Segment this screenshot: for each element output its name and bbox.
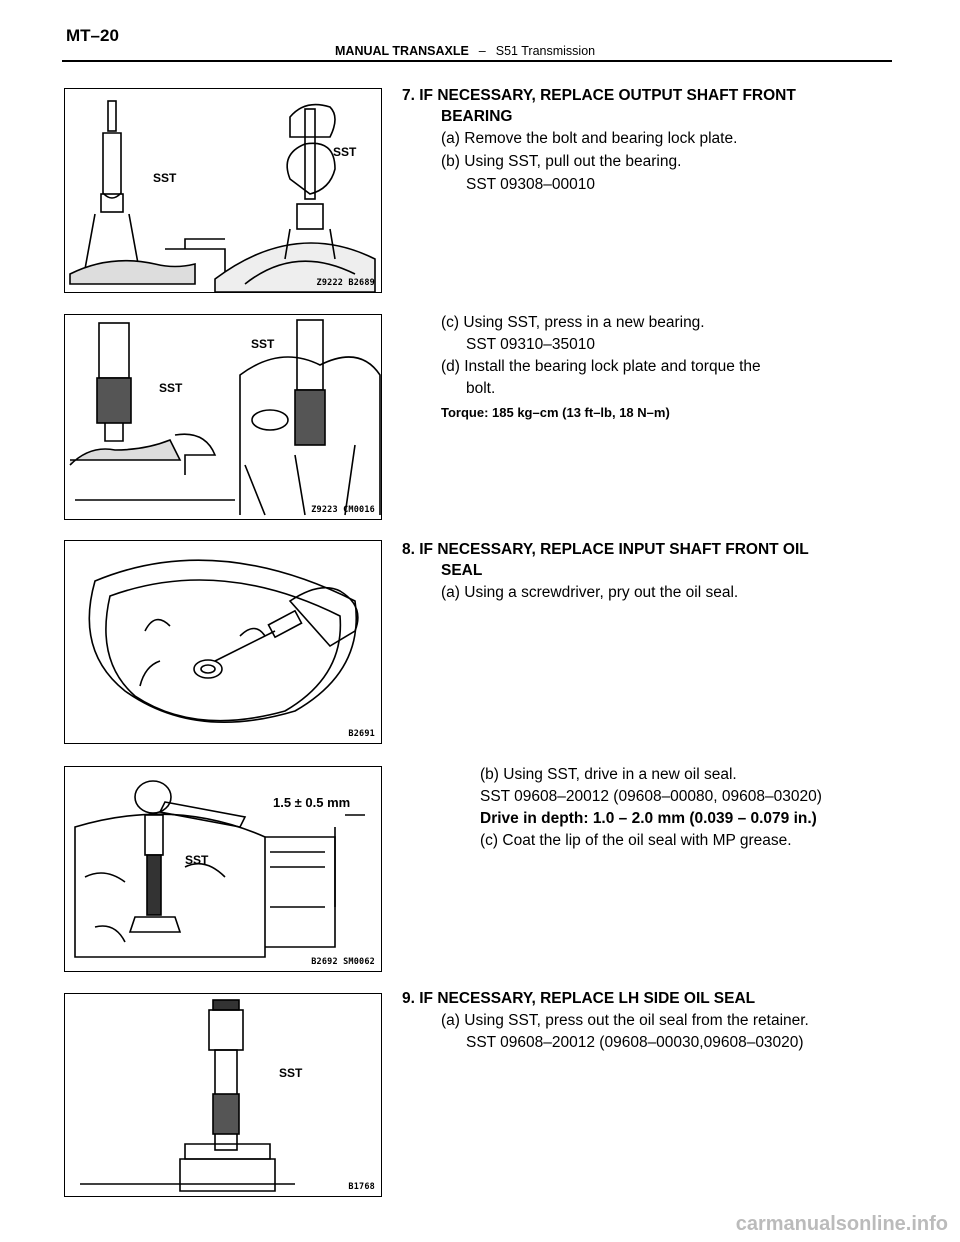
figure-bearing-press [64, 314, 382, 520]
figure-bearing-puller-label-1: SST [153, 171, 177, 185]
figure-seal-driver [64, 766, 382, 972]
figure-bearing-press-label-1: SST [159, 381, 183, 395]
step8-title-line2: SEAL [441, 562, 483, 579]
step7d-text-line2: bolt. [466, 380, 496, 397]
figure-bearing-puller-code: Z9222 B2689 [316, 278, 375, 288]
figure-screwdriver-seal-code: B2691 [348, 729, 375, 739]
figure-seal-driver-label-1: 1.5 ± 0.5 mm [273, 795, 351, 810]
watermark: carmanualsonline.info [735, 1213, 948, 1235]
step8-drive-depth: Drive in depth: 1.0 – 2.0 mm (0.039 – 0.079 in.) [480, 810, 817, 827]
step7c-text: (c) Using SST, press in a new bearing. [441, 314, 705, 331]
step8b-sst: SST 09608–20012 (09608–00080, 09608–03020) [480, 788, 822, 805]
step7b-sst: SST 09308–00010 [466, 176, 595, 193]
step9a-text: (a) Using SST, press out the oil seal from the retainer. [441, 1012, 809, 1029]
step8-title-line1: 8. IF NECESSARY, REPLACE INPUT SHAFT FRONT OIL [402, 541, 809, 558]
step7-title-line1: 7. IF NECESSARY, REPLACE OUTPUT SHAFT FRONT [402, 87, 796, 104]
page-header [335, 44, 595, 58]
figure-screwdriver-seal [64, 540, 382, 744]
step9a-sst: SST 09608–20012 (09608–00030,09608–03020) [466, 1034, 804, 1051]
step8b-text: (b) Using SST, drive in a new oil seal. [480, 766, 737, 783]
figure-bearing-puller [64, 88, 382, 293]
page-number: MT–20 [66, 26, 119, 45]
figure-bearing-puller-drawing [65, 89, 381, 292]
header-dash: – [478, 44, 486, 58]
step8a-text: (a) Using a screwdriver, pry out the oil seal. [441, 584, 739, 601]
step9-title: 9. IF NECESSARY, REPLACE LH SIDE OIL SEAL [402, 990, 756, 1007]
step7d-text-line1: (d) Install the bearing lock plate and torque the [441, 358, 761, 375]
figure-bearing-press-code: Z9223 CM0016 [311, 505, 375, 515]
step7b-text: (b) Using SST, pull out the bearing. [441, 153, 682, 170]
step7-torque: Torque: 185 kg–cm (13 ft–lb, 18 N–m) [441, 405, 670, 420]
header-rule [62, 60, 892, 62]
step7-title-line2: BEARING [441, 108, 513, 125]
figure-seal-press-out-code: B1768 [348, 1182, 375, 1192]
figure-seal-driver-code: B2692 SM0062 [311, 957, 375, 967]
figure-seal-press-out-drawing [65, 994, 381, 1196]
figure-bearing-press-label-2: SST [251, 337, 275, 351]
figure-seal-driver-label-2: SST [185, 853, 209, 867]
step7a-text: (a) Remove the bolt and bearing lock plate. [441, 130, 738, 147]
figure-screwdriver-seal-drawing [65, 541, 381, 743]
figure-seal-press-out-label-1: SST [279, 1066, 303, 1080]
step7c-sst: SST 09310–35010 [466, 336, 595, 353]
subsection-title: S51 Transmission [495, 44, 596, 58]
section-title: MANUAL TRANSAXLE [335, 44, 469, 58]
figure-bearing-press-drawing [65, 315, 381, 519]
figure-bearing-puller-label-2: SST [333, 145, 357, 159]
figure-seal-press-out [64, 993, 382, 1197]
step8c-text: (c) Coat the lip of the oil seal with MP grease. [480, 832, 792, 849]
